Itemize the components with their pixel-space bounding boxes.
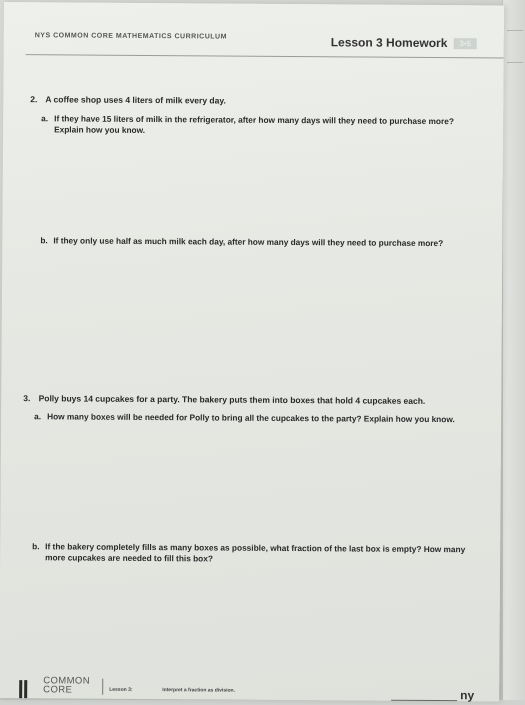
problem-3b-letter: b. <box>32 541 40 552</box>
problem-2a <box>41 113 467 138</box>
problem-2a-letter: a. <box>41 113 49 124</box>
header-rule <box>26 54 504 58</box>
problem-3a-text: How many boxes will be needed for Polly to bring all the cupcakes to the party? Explain how you know. <box>47 411 455 425</box>
lesson-title-text: Lesson 3 Homework <box>330 35 448 51</box>
lesson-title <box>331 35 478 50</box>
problem-2b-letter: b. <box>40 235 48 246</box>
adjacent-page-edge <box>502 0 525 700</box>
logo-line-2: CORE <box>43 684 73 696</box>
problem-3 <box>23 393 483 407</box>
common-core-logo-icon <box>19 680 29 698</box>
worksheet-page <box>0 2 504 701</box>
problem-3b-text: If the bakery completely fills as many boxes as possible, what fraction of the last box is empty? How many more cupcakes are needed to fill this box? <box>45 541 466 564</box>
problem-3-text: Polly buys 14 cupcakes for a party. The bakery puts them into boxes that hold 4 cupcakes each. <box>38 393 426 406</box>
footer-ny-mark: ny <box>460 688 475 703</box>
edge-line <box>507 30 523 31</box>
problem-2a-text: If they have 15 liters of milk in the refrigerator, after how many days will they need to purchase more? Explain how you know. <box>54 113 454 135</box>
problem-3a <box>34 411 464 425</box>
edge-line <box>507 62 523 63</box>
curriculum-header: NYS COMMON CORE MATHEMATICS CURRICULUM <box>34 32 227 41</box>
problem-3a-letter: a. <box>34 411 42 422</box>
footer-divider <box>102 679 103 695</box>
problem-2-number: 2. <box>30 94 38 105</box>
common-core-logo-text <box>43 676 90 694</box>
footer-lesson-label: Lesson 3: <box>109 686 133 693</box>
problem-2b <box>40 235 486 249</box>
logo-line-1: COMMON <box>43 675 91 687</box>
problem-2 <box>30 94 470 108</box>
problem-2b-text: If they only use half as much milk each day, after how many days will they need to purchase more? <box>53 235 444 249</box>
page-footer <box>11 658 497 705</box>
problem-2-text: A coffee shop uses 4 liters of milk every day. <box>45 94 226 106</box>
module-badge: 3•5 <box>453 38 477 49</box>
problem-3-number: 3. <box>23 393 31 404</box>
footer-topic: Interpret a fraction as division. <box>162 687 236 694</box>
problem-3b <box>32 541 478 566</box>
